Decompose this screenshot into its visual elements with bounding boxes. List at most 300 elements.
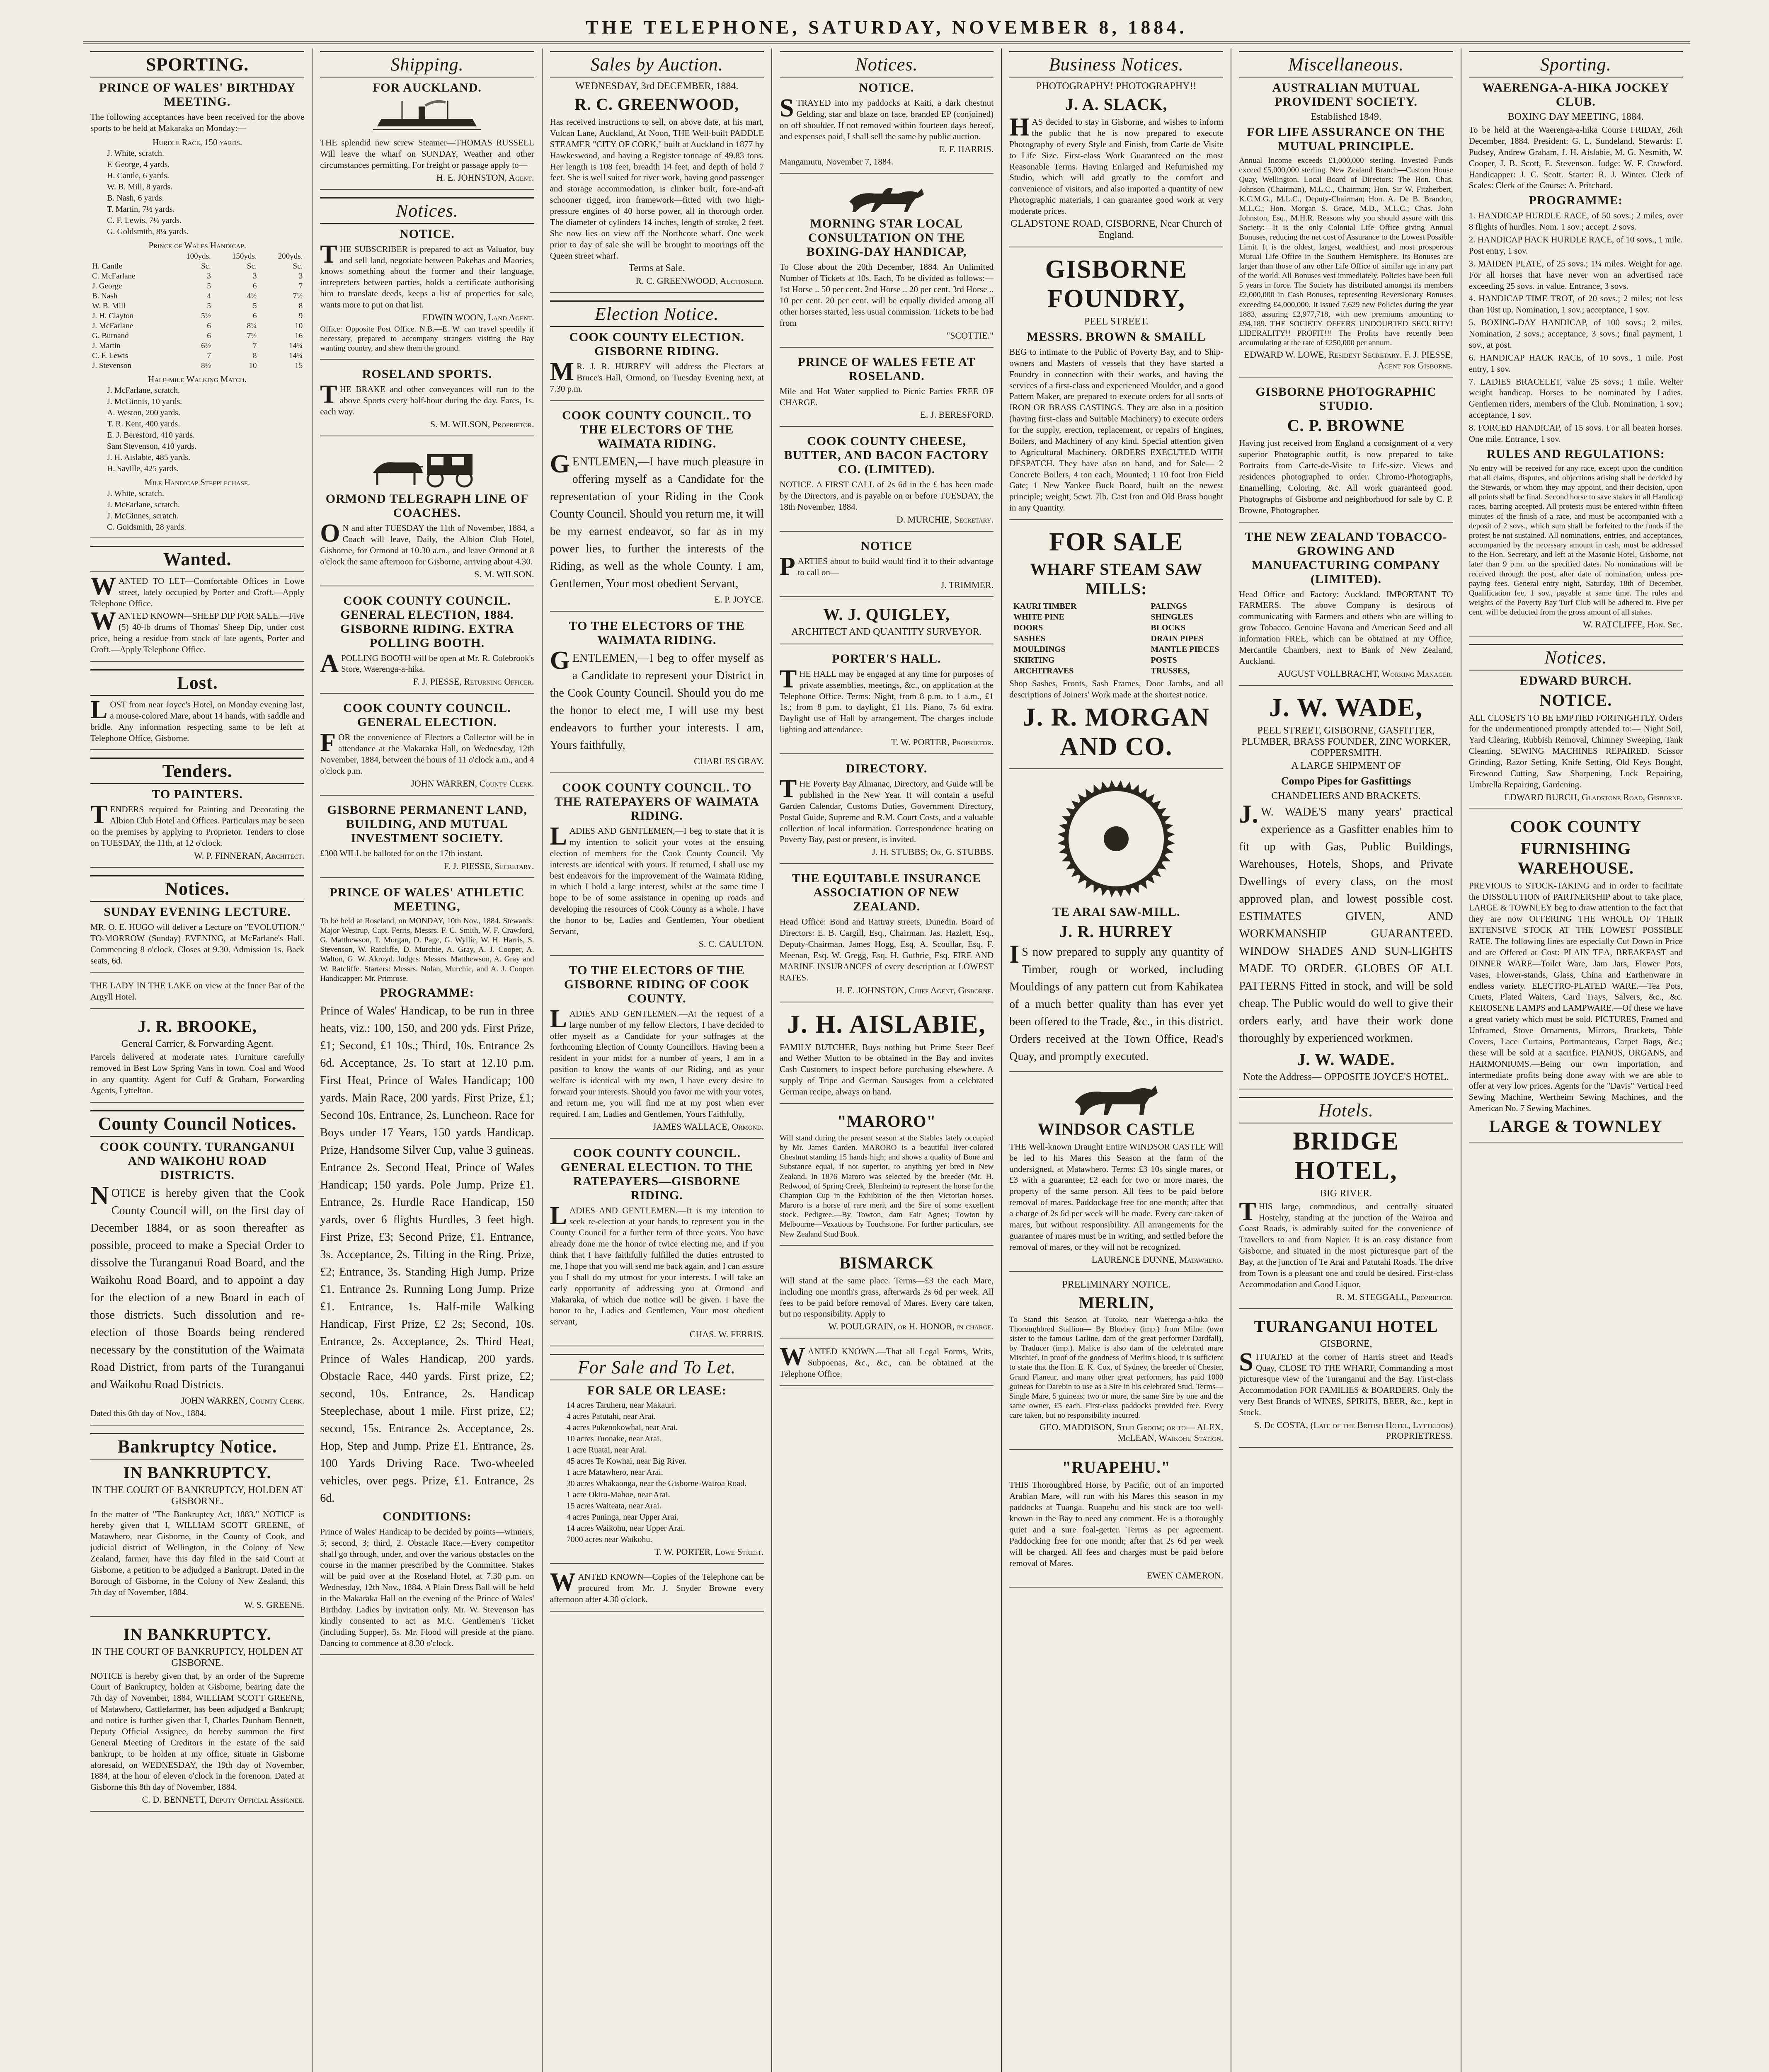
- table-cell: 8¼: [247, 321, 257, 330]
- signature: R. C. GREENWOOD, Auctioneer.: [635, 276, 764, 286]
- ad-body: FAMILY BUTCHER, Buys nothing but Prime Steer Beef and Wether Mutton to be obtained in the Bay and invites Cash Customers to inspect before purchasing elsewhere. A supply of Tripe and German Sausages from a celebrated German recipe, always on hand.: [779, 1042, 994, 1097]
- ad-title: COOK COUNTY COUNCIL. TO THE ELECTORS OF THE WAIMATA RIDING.: [562, 409, 752, 450]
- entry-item: G. Goldsmith, 8¼ yards.: [107, 227, 189, 236]
- table-cell: 16: [295, 331, 303, 340]
- ad-title: LARGE & TOWNLEY: [1489, 1117, 1662, 1135]
- signature: JOHN WARREN, County Clerk.: [181, 1395, 305, 1406]
- ad-address: GLADSTONE ROAD, GISBORNE, Near Church of England.: [1010, 218, 1222, 240]
- ad-title: COOK COUNTY CHEESE, BUTTER, AND BACON FACTORY CO. (LIMITED).: [784, 434, 989, 477]
- ad-subtitle: PHOTOGRAPHY! PHOTOGRAPHY!!: [1036, 81, 1197, 92]
- table-cell: J. Martin: [92, 341, 121, 350]
- saw-tooth: [1116, 888, 1124, 897]
- ad-title: BISMARCK: [839, 1253, 934, 1272]
- list-item: 7. LADIES BRACELET, value 25 sovs.; 1 mile. Welter weight handicap. Horses to be nominated by Ladies. Gentlemen riders, members of the Club. Nomination, 1 sov.; acceptance, 1 sov.: [1469, 376, 1683, 420]
- entry-item: J. McFarlane, scratch.: [107, 500, 180, 509]
- circular-saw-icon: [1054, 777, 1178, 901]
- burch-ad: [1469, 674, 1683, 809]
- ad-body: LADIES AND GENTLEMEN.—At the request of a large number of my fellow Electors, I have decided to offer myself as a Candidate for your suffrages at the forthcoming Election of County Councillors. Having been a resident in your midst for a number of years, I am in a position to know the wants of our Riding, and as your welfare is identical with my own, I have every desire to forward your interests. Should you favor me with your votes, and return me, you will find me at my post when ever required. I am, Ladies and Gentlemen, Yours Faithfully,: [550, 1005, 764, 1119]
- entry-item: A. Weston, 200 yards.: [107, 408, 180, 417]
- signature: W. POULGRAIN, or H. HONOR, in charge.: [828, 1321, 994, 1332]
- entry-item: J. H. Aislabie, 485 yards.: [107, 453, 191, 462]
- section-heading: Business Notices.: [1009, 51, 1223, 77]
- hurdle-entry-list: [90, 148, 304, 237]
- butcher-ad: [780, 1010, 994, 1104]
- ad-title: COOK COUNTY. TURANGANUI AND WAIKOHU ROAD DISTRICTS.: [99, 1140, 295, 1182]
- list-item: 1 acre Matawhero, near Arai.: [566, 1468, 663, 1477]
- strayed-notice-ad: [780, 81, 994, 174]
- ad-title: COOK COUNTY COUNCIL. GENERAL ELECTION.: [343, 701, 511, 729]
- list-item: 5. BOXING-DAY HANDICAP, of 100 sovs.; 2 miles. Nomination, 2 sovs.; acceptance, 3 sovs.; final payment, 1 sov., at post.: [1469, 317, 1683, 350]
- ad-title: GISBORNE PERMANENT LAND, BUILDING, AND MUTUAL INVESTMENT SOCIETY.: [327, 803, 527, 845]
- polling-booth-ad: [320, 594, 534, 694]
- table-row: [90, 351, 304, 361]
- ad-title: J. W. WADE.: [1297, 1050, 1395, 1069]
- table-header: [90, 252, 167, 261]
- ad-title: PRINCE OF WALES' ATHLETIC MEETING,: [330, 885, 525, 913]
- ad-body: LADIES AND GENTLEMEN,—I beg to state that it is my intention to solicit your votes at the ensuing election of members for the Cook County Council. My interests are identical with yours. If returned, I shall use my best endeavors for the improvement of the Waimata Riding, in which I hold a large interest, whilst at the same time I hope to be of some assistance in opening up roads and developing the resources of Cook County as a whole. I have the honor to be, Ladies and Gentlemen, Your obedient Servant,: [550, 822, 764, 936]
- ad-title: TO THE ELECTORS OF THE GISBORNE RIDING OF COOK COUNTY.: [564, 963, 750, 1005]
- table-cell: H. Cantle: [92, 261, 122, 271]
- ad-title: GISBORNE FOUNDRY,: [1045, 255, 1187, 313]
- entry-item: E. J. Beresford, 410 yards.: [107, 430, 195, 440]
- list-item: TRUSSES,: [1151, 666, 1190, 675]
- signature: E. P. JOYCE.: [714, 594, 764, 605]
- ad-body: Head Office: Bond and Rattray streets, Dunedin. Board of Directors: E. B. Cargill, Esq., Chairman. Jas. Hazlett, Esq., Deputy-Chairman. James Hogg, Esq. A. Scoullar, Esq. F. Meenan, Esq. W. Gregg, Esq. H. Guthrie, Esq. FIRE AND MARINE INSURANCES of every description at LOWEST RATES.: [779, 917, 994, 983]
- race-title: Prince of Wales Handicap.: [148, 240, 246, 250]
- list-item: 10 acres Tuonake, near Arai.: [566, 1434, 662, 1444]
- column-5: [1002, 48, 1231, 2072]
- table-cell: 8: [253, 351, 257, 360]
- land-agent-ad: [320, 227, 534, 360]
- ad-title: CONDITIONS:: [383, 1509, 472, 1523]
- ad-body: ALL CLOSETS TO BE EMPTIED FORTNIGHTLY. Orders for the undermentioned promptly attended to:— Night Soil, Yard Clearing, Rubbish Removal, Chimney Sweeping, Tank Cleaning. SEWING MACHINES REPAIRED. Scissor Grinding, Razor Setting, Knife Setting, Old Keys Bought, Firewood Cutting, Saw Sharpening, Lock Repairing, Umbrella Repairing, Gardening.: [1469, 712, 1683, 789]
- section-heading: Tenders.: [90, 758, 304, 784]
- photography-ad: [1009, 81, 1223, 247]
- ad-highlight: Compo Pipes for Gasfittings: [1281, 775, 1411, 787]
- ad-body: Having just received from England a consignment of a very superior Photographic outfit, is now prepared to take Portraits from Carte-de-Visite to Life-size. Views and residences photographed to order. Chromo-Photographs, Enamelling, Coloring, &c. All work guaranteed good. Photographs of Gisborne and neighborhood for sale by C. P. Browne, Photographer.: [1239, 438, 1453, 515]
- photo-studio-ad: [1239, 385, 1453, 522]
- table-row: [90, 281, 304, 291]
- signature: F. J. PIESSE, Returning Officer.: [413, 676, 534, 687]
- list-item: KAURI TIMBER: [1013, 602, 1077, 611]
- list-item: 3. MAIDEN PLATE, of 25 sovs.; 1¼ miles. Weight for age. For all horses that have never won an advertised race exceeding 25 sovs. in value. Entrance, 3 sovs.: [1469, 258, 1683, 291]
- ad-title: MORNING STAR LOCAL CONSULTATION ON THE BOXING-DAY HANDICAP,: [806, 217, 967, 259]
- table-cell: 7: [298, 281, 303, 290]
- ad-body: PREVIOUS to STOCK-TAKING and in order to facilitate the DISSOLUTION of PARTNERSHIP about to take place, LARGE & TOWNLEY beg to draw attention to the fact that they are now OFFERING THE WHOLE OF THEIR EXTENSIVE STOCK AT THE LOWEST POSSIBLE RATE. The following lines are especially Cut Down in Price and are Offered at Cost: PLAIN TEA, BREAKFAST and DINNER WARE—Toilet Ware, Jam Jars, Flower Pots, Vases, Flower-stands, Glass, China and Earthenware in endless variety. ELECTRO-PLATED WARE.—Tea Pots, Cruets, Plated Waiters, Card Trays, Salvers, &c., &c. KEROSENE LAMPS and LAMPWARE.—Of these we have a great variety which must be sold. PICTURES, Framed and Unframed, Stove Ornaments, Mirrors, Brackets, Table Covers, Lace Curtains, Portmanteaus, Carpet Bags, &c.; these will be sold at a sacrifice. PIANOS, ORGANS, and HARMONIUMS.—Being our own importation, and intermediate profits being done away with we are able to offer at very low prices. Agents for the "Davis" Vertical Feed Sewing Machine, Wertheim Sewing Machines, and the American No. 7 Sewing Machines.: [1469, 880, 1683, 1113]
- ad-title: ROSELAND SPORTS.: [362, 367, 492, 381]
- ad-body: NOTICE. A FIRST CALL of 2s 6d in the £ has been made by the Directors, and is payable on or before TUESDAY, the 18th November, 1884.: [779, 479, 994, 512]
- ad-subtitle: Terms at Sale.: [628, 263, 685, 274]
- ad-title: WAERENGA-A-HIKA JOCKEY CLUB.: [1482, 81, 1670, 109]
- section-heading: Bankruptcy Notice.: [90, 1433, 304, 1460]
- ad-body: ON and after TUESDAY the 11th of November, 1884, a Coach will leave, Daily, the Albion Club Hotel, Gisborne, for Ormond at 10.30 a.m., and leave Ormond at 8 o'clock the same afternoon for Gisborne, arriving about 4.30.: [320, 519, 534, 566]
- table-row: [90, 321, 304, 331]
- section-heading: Notices.: [780, 51, 994, 77]
- race-title: Hurdle Race, 150 yards.: [153, 137, 242, 147]
- section-heading: Miscellaneous.: [1239, 51, 1453, 77]
- signature: E. J. BERESFORD.: [920, 409, 994, 420]
- ad-body: Annual Income exceeds £1,000,000 sterling. Invested Funds exceed £5,000,000 sterling. New Zealand Branch—Custom House Quay, Wellington. Local Board of Directors: The Hon. Chas. Johnson (Chairman), M.L.C., Chairman; Hon. Sir W. Fitzherbert, K.C.M.G., M.L.C., Deputy-Chairman; Hon. A. De B. Brandon, M.L.C.; Hon. Morgan S. Grace, M.D., M.L.C.; Chas. John Johnston, Esq., M.H.R. Reasons why you should assure with this Society:—It is the only Colonial Life Office giving Annual Bonuses, reducing the net cost of Assurance to the Lowest Possible Limit. It is the oldest, largest, wealthiest, and most prosperous Mutual Life Office in the Southern Hemisphere. Its Bonuses are larger than those of any other Life Office of similar age in any part of the world. All Bonuses vest immediately. Policies have been full 5 years in force. The Society has distributed amongst its members £2,000,000 in Cash Bonuses, representing Reversionary Bonuses exceeding £4,000,000. It issued 7,629 new Policies during the year 1883, assuring £2,977,718, with new premiums amounting to £94,189. THE SOCIETY OFFERS UNDOUBTED SECURITY! LIBERALITY!! PROFIT!!! The Profits have recently been accumulating at the rate of £250,000 per annum.: [1239, 156, 1453, 348]
- auckland-steamer-ad: [320, 81, 534, 190]
- ad-title: J. H. AISLABIE,: [787, 1010, 986, 1038]
- columns: [83, 48, 1690, 2072]
- list-item: DOORS: [1013, 623, 1043, 632]
- ad-title: PRINCE OF WALES FETE AT ROSELAND.: [797, 355, 976, 383]
- ad-body: FOR the convenience of Electors a Collector will be in attendance at the Makaraka Hall, on Wednesday, 12th November, 1884, between the hours of 11 o'clock a.m., and 4 o'clock p.m.: [320, 729, 534, 776]
- timber-products: [1009, 601, 1223, 676]
- entry-item: J. McFarlane, scratch.: [107, 385, 180, 395]
- entry-item: Sam Stevenson, 410 yards.: [107, 441, 197, 451]
- ad-body: In the matter of "The Bankruptcy Act, 1883." NOTICE is hereby given that I, WILLIAM SCOTT GREENE, of Matawhero, near Gisborne, in the County of Cook, and judicial district of Wellington, in the Colony of New Zealand, farmer, have this day filed in the said Court at Gisborne, a petition to be adjudged a Bankrupt. Dated in the Borough of Gisborne, in the Colony of New Zealand, this 7th day of November, 1884.: [90, 1509, 305, 1597]
- ad-subtitle: IN THE COURT OF BANKRUPTCY, HOLDEN AT GISBORNE.: [92, 1484, 303, 1507]
- bankruptcy-ad-1: [90, 1463, 304, 1617]
- entry-item: C. Goldsmith, 28 yards.: [107, 522, 187, 532]
- signature: H. E. JOHNSTON, Chief Agent, Gisborne.: [836, 985, 994, 995]
- column-6: [1231, 48, 1461, 2072]
- tenders-ad: [90, 787, 304, 868]
- entry-item: H. Cantle, 6 yards.: [107, 171, 169, 180]
- ad-title: PROGRAMME:: [1529, 194, 1623, 208]
- mutual-provident-ad: [1239, 81, 1453, 378]
- ad-body: THIS large, commodious, and centrally situated Hostelry, standing at the junction of the Wairoa and Coast Roads, is admirably suited for the convenience of Travellers to and from Napier. It is an easy distance from Gisborne, and situated in the most picturesque part of the Bay, at the junction of Te Arai and Patutahi Roads. The drive from Town is a pleasant one and could be desired. First-class Accommodation and Good Liquor.: [1239, 1197, 1453, 1289]
- table-cell: 3: [207, 271, 211, 281]
- list-item: SHINGLES: [1151, 612, 1193, 622]
- brooke-ad: [90, 1017, 304, 1103]
- gasfitter-ad: [1239, 693, 1453, 1089]
- ad-body: To Stand this Season at Tutoko, near Waerenga-a-hika the Thoroughbred Stallion— By Bluebey (imp.) from Milne (own sister to the famous Larline, dam of the great performer Dardfall), by Traducer (imp.). Malice is also dam of the celebrated mare Mischief. In proof of the goodness of Merlin's blood, it is sufficient to state that the Hon. E. K. Cox, of Sydney, the breeder of Chester, Grand Flaneur, and many other great performers, has paid 1000 guineas for Darebin to use as a Sire in his celebrated Stud. Terms—Single Mare, 5 guineas; two or more, the same Sire by one and the same owner, £5 each. First-class paddocks provided free. Every care taken, but no responsibility incurred.: [1009, 1315, 1224, 1420]
- signature: S. C. CAULTON.: [698, 938, 764, 949]
- ad-title: MESSRS. BROWN & SMAILL: [1027, 329, 1206, 344]
- wanted-ad: [90, 572, 305, 662]
- ad-subtitle: Established 1849.: [1311, 111, 1381, 122]
- ad-body: MR. J. R. HURREY will address the Electors at Bruce's Hall, Ormond, on Tuesday Evening next, at 7.30 p.m.: [550, 358, 764, 394]
- entry-item: T. Martin, 7½ yards.: [107, 204, 175, 214]
- ad-title: J. R. HURREY: [1059, 922, 1173, 941]
- ad-date: Mangamutu, November 7, 1884.: [779, 156, 893, 167]
- signature: W. RATCLIFFE, Hon. Sec.: [1582, 619, 1683, 629]
- table-row: [90, 291, 304, 301]
- table-cell: C. F. Lewis: [92, 351, 128, 360]
- ad-body: WANTED TO LET—Comfortable Offices in Lowe street, lately occupied by Porter and Croft.—Apply Telephone Office.: [90, 572, 305, 608]
- ad-subtitle: PEEL STREET, GISBORNE, GASFITTER, PLUMBER, BRASS FOUNDER, ZINC WORKER, COPPERSMITH.: [1241, 725, 1451, 758]
- ad-subtitle: CHANDELIERS AND BRACKETS.: [1271, 790, 1421, 801]
- signature: EWEN CAMERON.: [1146, 1570, 1224, 1581]
- ad-title: AUSTRALIAN MUTUAL PROVIDENT SOCIETY.: [1272, 81, 1420, 109]
- ad-body: WANTED KNOWN—SHEEP DIP FOR SALE.—Five (5) 40-lb drums of Thomas' Sheep Dip, under cost price, being a residue from stock of late agents, Porter and Croft.—Apply Telephone Office.: [90, 607, 305, 654]
- ad-body: NOTICE is hereby given that, by an order of the Supreme Court of Bankruptcy, holden at Gisborne, bearing date the 7th day of November, 1884, WILLIAM SCOTT GREENE, of Matawhero, Cattlefarmer, has been adjudged a Bankrupt; and notice is further given that I, Charles Dunham Bennett, Deputy Official Assignee, do hereby summon the first General Meeting of Creditors in the estate of the said bankrupt, to be holden at my office, situate in Gisborne aforesaid, on WEDNESDAY, the 19th day of November, 1884, at the hour of eleven o'clock in the forenoon. Dated at Gisborne this 8th day of November, 1884.: [90, 1670, 305, 1792]
- ad-body: Prince of Wales' Handicap, to be run in three heats, viz.: 100, 150, and 200 yds. First Prize, £1; Second, £1 10s.; Third, 10s. Entrance 2s 6d. Acceptance, 2s. To start at 12.10 p.m. First Heat, Prince of Wales Handicap; 100 yards. Main Race, 200 yards. First Prize, £1; Second 10s. Entrance, 2s. Luncheon. Race for Boys under 17 Years, 150 yards Handicap. Prize, Handsome Silver Cup, value 3 guineas. Entrance 2s. Second Heat, Prince of Wales Handicap; 150 yards. Pole Jump. Prize £1. Entrance, 2s. Hurdle Race Handicap, 150 yards, over 6 flights Hurdles, 3 feet high. First Prize, £3; Second Prize, £1. Entrance, 3s. Acceptance, 2s. Tilting in the Ring. Prize, £2; Entrance, 3s. Standing High Jump. Prize £1. Entrance 2s. Running Long Jump. Prize £1. Entrance, 1s. Half-mile Walking Handicap, First Prize, £2 2s; Second, 10s. Entrance, 2s. Acceptance, 2s. Third Heat, Prince of Wales Handicap, 200 yards. Obstacle Race, 440 yards. First prize, £2; second, 10s. Entrance, 2s. Handicap Steeplechase, about 1 mile. First prize, £2; second, 15s. Entrance 2s. Acceptance, 2s. Hop, Step and Jump. Prize £1. Entrance, 2s. 100 Yards Driving Race. Two-wheeled vehicles, over pegs. Prize, £1. Entrance, 2s 6d.: [320, 1004, 534, 1505]
- ad-body: £300 WILL be balloted for on the 17th instant.: [320, 848, 483, 858]
- sports-entries-ad: [90, 81, 304, 538]
- ad-title: FURNISHING WAREHOUSE.: [1517, 839, 1634, 877]
- table-cell: 8: [298, 301, 303, 310]
- column-4: [772, 48, 1002, 2072]
- ad-body: THE splendid new screw Steamer—THOMAS RUSSELL Will leave the wharf on SUNDAY, Weather and other circumstances permitting. For freight or passage apply to—: [320, 138, 534, 170]
- signature: LAURENCE DUNNE, Matawhero.: [1091, 1254, 1224, 1265]
- council-ad: [90, 1140, 304, 1426]
- table-cell: 4½: [247, 291, 257, 300]
- signature: D. MURCHIE, Secretary.: [896, 514, 994, 525]
- signature: S. M. WILSON, Proprietor.: [430, 419, 534, 430]
- table-row: [90, 341, 304, 351]
- table-row: [90, 271, 304, 281]
- ad-subtitle: PRELIMINARY NOTICE.: [1062, 1279, 1171, 1290]
- entry-item: J. White, scratch.: [107, 489, 164, 498]
- signature: H. E. JOHNSTON, Agent.: [436, 172, 534, 183]
- section-heading: For Sale and To Let.: [550, 1354, 764, 1380]
- list-item: 14 acres Taruheru, near Makauri.: [566, 1401, 676, 1410]
- list-item: MOULDINGS: [1013, 645, 1066, 654]
- ad-subtitle: General Carrier, & Forwarding Agent.: [121, 1038, 274, 1050]
- column-3: [543, 48, 772, 2072]
- ad-body: Will stand at the same place. Terms—£3 the each Mare, including one month's grass, afterwards 2s 6d per week. All fees to be paid before removal of Mares. Every care taken, but no responsibility. Apply to: [779, 1275, 994, 1319]
- ruapehu-stallion-ad: [1009, 1457, 1223, 1588]
- ad-body: BEG to intimate to the Public of Poverty Bay, and to Ship-owners and Masters of vessels that they have started a Foundry in connection with their works, and having the services of a first-class and experienced Moulder, and a good Pattern Maker, are prepared to execute orders for all sorts of IRON OR BRASS CASTINGS. They are also in a position (having first-class and Suitable Machinery) to execute orders for the supply, erection, replacement, or repairs of Engines, Boilers, and Machinery of any kind. Special attention given to Agricultural Machinery. ORDERS EXECUTED WITH DESPATCH. They have also on hand, and for Sale— 2 Concrete Boilers, 4 ton each, Mounted; 1 10 foot Iron Field Gate; 1 New Yankee Buck Board, built on the newest principle; weight, 5cwt. 7lb. Cast Iron and Old Brass bought in any Quantity.: [1009, 346, 1224, 513]
- insurance-ad: [780, 871, 994, 1002]
- signature: T. W. PORTER, Proprietor.: [891, 737, 994, 747]
- foundry-ad: [1009, 255, 1223, 520]
- table-cell: 4: [207, 291, 211, 300]
- ad-body: TENDERS required for Painting and Decorating the Albion Club Hotel and Offices. Particulars may be seen on the premises by applying to Proprietor. Tenders to close on TUESDAY, the 11th, at 12 o'clock.: [90, 801, 305, 848]
- saw-tooth: [1108, 780, 1116, 789]
- ad-body: APOLLING BOOTH will be open at Mr. R. Colebrook's Store, Waerenga-a-hika.: [320, 649, 534, 678]
- consultation-ad: [780, 181, 994, 347]
- saw-tooth: [1166, 831, 1175, 839]
- athletic-meeting-ad: [320, 886, 534, 1656]
- race-title: Mile Handicap Steeplechase.: [144, 477, 250, 487]
- table-cell: 5: [207, 281, 211, 290]
- porters-hall-ad: [780, 652, 994, 754]
- ad-body: J.W. WADE'S many years' practical experience as a Gasfitter enables him to fit up with Gas, Public Buildings, Warehouses, Hotels, Shops, and Private Dwellings of every class, on the most approved plan, and lowest possible cost. ESTIMATES GIVEN, AND WORKMANSHIP GUARANTEED. WINDOW SHADES AND SUN-LIGHTS MADE TO ORDER. GLOBES OF ALL PATTERNS Fitted in stock, and will be sold cheap. The Public would do well to give their orders early, and have their work done thoroughly by experienced workmen.: [1239, 800, 1453, 1045]
- jockey-club-ad: [1469, 81, 1683, 637]
- ad-body: The following acceptances have been received for the above sports to be held at Makaraka on Monday:—: [90, 112, 305, 133]
- list-item: 14 acres Waikohu, near Upper Arai.: [566, 1524, 685, 1533]
- ad-title: "MARORO": [837, 1111, 936, 1130]
- ad-body: THE Poverty Bay Almanac, Directory, and Guide will be published in the New Year. It will contain a useful Garden Calendar, Customs Duties, Government Directory, Postal Guide, Supreme and R.M. Court Costs, and a valuable collection of local information. Correspondence bearing on Poverty Bay, past or present, is invited.: [779, 775, 994, 845]
- election-ad-6: [550, 1146, 764, 1347]
- table-cell: Sc.: [201, 261, 211, 271]
- builders-notice-ad: [780, 539, 994, 597]
- ad-title: PORTER'S HALL.: [832, 651, 941, 666]
- ad-title: WHARF STEAM SAW MILLS:: [1030, 560, 1203, 598]
- list-item: 4 acres Patutahi, near Arai.: [566, 1412, 656, 1421]
- table-cell: 6½: [201, 341, 211, 350]
- ad-title: THE EQUITABLE INSURANCE ASSOCIATION OF NEW ZEALAND.: [792, 871, 981, 914]
- coach-icon: [365, 444, 489, 489]
- signature: GEO. MADDISON, Stud Groom; or to— ALEX. McLEAN, Waikohu Station.: [1040, 1422, 1224, 1443]
- section-heading: Notices.: [1469, 644, 1683, 670]
- ad-body: LADIES AND GENTLEMEN.—It is my intention to seek re-election at your hands to represent you in the County Council for a further term of three years. You have already done me the honor of twice electing me, and if you think that I have faithfully fulfilled the duties entrusted to me, I hope that you will send me back again, and I can assure you I shall do my utmost for your interests. I will take an early opportunity of addressing you at Ormond and Makaraka, of which due notice will be given. I have the honor to be, Ladies and Gentlemen, Your most obedient servant,: [550, 1201, 764, 1327]
- ad-title: ORMOND TELEGRAPH LINE OF COACHES.: [325, 492, 529, 520]
- table-cell: 5: [207, 301, 211, 310]
- ad-title: "RUAPEHU.": [1062, 1458, 1171, 1477]
- signature: EDWARD W. LOWE, Resident Secretary. F. J. PIESSE, Agent for Gisborne.: [1244, 349, 1453, 371]
- ad-title: J. R. MORGAN AND CO.: [1023, 703, 1210, 761]
- table-cell: 15: [295, 361, 303, 370]
- ad-body: Will stand during the present season at the Stables lately occupied by Mr. James Carden. MARORO is a beautiful liver-colored Chestnut standing 15 hands high; and shows a quality of Bone and Substance equal, if not superior, to anything yet bred in New Zealand. In 1876 Maroro was selected by the breeder (Mr. H. Redwood, of Spring Creek, Blenheim) to represent the horse for the Champion Cup in the Exhibition of the then Victorian horses. Maroro is a horse of rare merit and the Sire of some excellent stock. Pedigree.—By Towton, dam Fair Agnes; Towton by Melbourne—Vexatious by Touchstone. For further particulars, see New Zealand Stud Book.: [779, 1133, 994, 1239]
- signature: S. De COSTA, (Late of the British Hotel, Lyttelton) PROPRIETRESS.: [1254, 1419, 1453, 1441]
- list-item: 4. HANDICAP TIME TROT, of 20 sovs.; 2 miles; not less than 10st up. Nomination, 1 sov.; acceptance, 1 sov.: [1469, 293, 1683, 315]
- table-cell: 5: [253, 301, 257, 310]
- table-cell: C. McFarlane: [92, 271, 136, 281]
- list-item: 1 acre Ruatai, near Arai.: [566, 1445, 647, 1455]
- ad-title: TO THE ELECTORS OF THE WAIMATA RIDING.: [569, 619, 745, 647]
- turanganui-hotel-ad: [1239, 1317, 1453, 1448]
- ad-title: COOK COUNTY ELECTION. GISBORNE RIDING.: [569, 330, 744, 358]
- table-cell: J. McFarlane: [92, 321, 133, 330]
- collector-ad: [320, 701, 534, 796]
- entry-item: F. George, 4 yards.: [107, 160, 170, 169]
- ad-subtitle: ARCHITECT AND QUANTITY SURVEYOR.: [791, 626, 982, 637]
- signature: EDWIN WOON, Land Agent.: [422, 312, 534, 322]
- ad-body: GENTLEMEN,—I beg to offer myself as a Candidate to represent your District in the Cook County Council. Should you do me the honor to elect me, I will use my best endeavors to further your interests. I am, Yours faithfully,: [550, 646, 764, 752]
- table-header: 200yds.: [278, 252, 303, 261]
- list-item: WHITE PINE: [1013, 612, 1064, 622]
- entry-item: B. Nash, 6 yards.: [107, 193, 164, 203]
- table-cell: 6: [253, 281, 257, 290]
- ad-date: Dated this 6th day of Nov., 1884.: [90, 1408, 206, 1418]
- signature: J. H. STUBBS; Or, G. STUBBS.: [872, 847, 994, 857]
- ad-title: COOK COUNTY COUNCIL. GENERAL ELECTION, 1884. GISBORNE RIDING. EXTRA POLLING BOOTH.: [340, 593, 514, 650]
- ad-title: GISBORNE PHOTOGRAPHIC STUDIO.: [1255, 385, 1437, 413]
- sale-items-list: [550, 1400, 764, 1545]
- ad-body: GENTLEMEN,—I have much pleasure in offering myself as a Candidate for the representation of your Riding in the Cook County Council. Should you return me, it will be my earnest endeavor, so far as in my power lies, to further the interests of the Riding, as well as the whole County. I am, Gentlemen, Your most obedient Servant,: [550, 450, 764, 590]
- list-item: PALINGS: [1151, 602, 1187, 611]
- table-cell: J. H. Clayton: [92, 311, 134, 320]
- table-cell: J. George: [92, 281, 122, 290]
- lady-ad: [90, 980, 304, 1009]
- list-item: 45 acres Te Kowhai, near Big River.: [566, 1457, 687, 1466]
- saw-tooth: [1166, 839, 1175, 847]
- table-cell: 8½: [201, 361, 211, 370]
- list-item: MANTLE PIECES: [1151, 645, 1219, 654]
- legal-forms-ad: [779, 1343, 994, 1386]
- racehorse-icon: [837, 181, 936, 214]
- entry-item: T. R. Kent, 400 yards.: [107, 419, 180, 428]
- ad-body: THE Well-known Draught Entire WINDSOR CASTLE Will be led to his Mares this Season at the farm of the undersigned, at Matawhero. Terms: £3 10s single mares, or £3 with a guarantee; £2 each for two or more mares, the property of the same person. All fees to be paid before removal of mares. Paddockage free for one month; after that a charge of 2s 6d per week will be made. Every care taken of mares, but without responsibility. All arrangements for the guarantee of mares must be in writing, and settled before the removal of mares, or they will not be recognized.: [1009, 1141, 1224, 1252]
- saw-tooth: [1058, 839, 1067, 847]
- section-heading: Sales by Auction.: [550, 51, 764, 77]
- table-cell: J. Stevenson: [92, 361, 131, 370]
- entry-item: J. McGinnes, scratch.: [107, 511, 179, 520]
- section-heading: Lost.: [90, 669, 304, 696]
- list-item: SASHES: [1013, 634, 1045, 643]
- column-7: [1461, 48, 1690, 2072]
- masthead: [83, 12, 1690, 44]
- entry-item: C. F. Lewis, 7½ yards.: [107, 215, 182, 225]
- section-heading: Notices.: [90, 875, 304, 902]
- ad-title: J. W. WADE,: [1269, 693, 1423, 722]
- column-2: [313, 48, 542, 2072]
- timber-list-left: [1013, 601, 1076, 676]
- signature: T. W. PORTER, Lowe Street.: [654, 1547, 764, 1557]
- election-ad-2: [550, 409, 764, 612]
- table-cell: 7½: [247, 331, 257, 340]
- table-row: [90, 331, 304, 341]
- section-heading: Notices.: [320, 197, 534, 224]
- table-cell: 6: [207, 321, 211, 330]
- draught-horse-icon: [1066, 1080, 1166, 1117]
- handicap-table-body: [90, 261, 304, 371]
- ad-title: NOTICE: [860, 539, 913, 553]
- table-header: 150yds.: [232, 252, 257, 261]
- table-row: [90, 361, 304, 371]
- ad-body: Prince of Wales' Handicap to be decided by points—winners, 5; second, 3; third, 2. Obstacle Race.—Every competitor shall go through, under, and over the various obstacles on the course in the manner prescribed by the Committee. Stakes will be paid over at the Roseland Hotel, at 7.30 p.m. on Wednesday, 12th Nov., 1884. A Plain Dress Ball will be held in the Makaraka Hall on the evening of the Prince of Wales' Birthday. Ladies by invitation only. Mr. W. Stevenson has kindly consented to act as M.C. Gentlemen's Ticket (including Supper), 5s. Mr. Flood will preside at the piano. Dancing to commence at 8.30 o'clock.: [320, 1526, 534, 1648]
- ad-title: BRIDGE HOTEL,: [1293, 1127, 1399, 1185]
- ad-body: LOST from near Joyce's Hotel, on Monday evening last, a mouse-colored Mare, about 14 hands, with saddle and bridle. Any information respecting same to be left at Telephone Office, Gisborne.: [90, 695, 305, 743]
- ad-title: FOR SALE OR LEASE:: [587, 1384, 727, 1398]
- handicap-head-row: [90, 252, 304, 261]
- ad-title: COOK COUNTY COUNCIL. TO THE RATEPAYERS OF WAIMATA RIDING.: [554, 781, 759, 823]
- walk-entry-list: [90, 385, 304, 474]
- ad-title: PROGRAMME:: [380, 985, 474, 1000]
- ad-title: COOK COUNTY COUNCIL. GENERAL ELECTION. TO THE RATEPAYERS—GISBORNE RIDING.: [560, 1146, 753, 1202]
- table-cell: 14¼: [289, 341, 303, 350]
- signature: E. F. HARRIS.: [939, 143, 994, 154]
- ad-body: SITUATED at the corner of Harris street and Read's Quay, CLOSE TO THE WHARF, Commanding a most picturesque view of the Turanganui and the Bay. First-class Accommodation FOR FAMILIES & BOARDERS. Only the very Best Brands of WINES, SPIRITS, BEER, &c., kept in Stock.: [1239, 1348, 1453, 1418]
- ad-title: TO PAINTERS.: [152, 787, 243, 801]
- ad-body: THE SUBSCRIBER is prepared to act as Valuator, buy and sell land, negotiate between Pakehas and Maories, knows something about the former and their language, intrepreters between parties, holds a certificate authorising him to translate deeds, keeps a list of properties for sale, wants more to put on that list.: [320, 240, 534, 310]
- ad-body: WANTED KNOWN.—That all Legal Forms, Writs, Subpoenas, &c., &c., can be obtained at the Telephone Office.: [779, 1343, 994, 1379]
- ad-title: TURANGANUI HOTEL: [1254, 1317, 1438, 1336]
- ad-title: SUNDAY EVENING LECTURE.: [104, 905, 291, 919]
- handicap-table-head: [90, 252, 304, 261]
- ad-body: PARTIES about to build would find it to their advantage to call on—: [779, 552, 994, 581]
- list-item: DRAIN PIPES: [1151, 634, 1204, 643]
- section-heading: Election Notice.: [550, 300, 764, 327]
- signature: "SCOTTIE.": [946, 330, 994, 341]
- ad-title: FOR LIFE ASSURANCE ON THE MUTUAL PRINCIPLE.: [1247, 125, 1445, 153]
- roseland-sports-ad: [320, 367, 534, 436]
- merlin-stallion-ad: [1009, 1279, 1223, 1450]
- list-item: 6. HANDICAP HACK RACE, of 10 sovs., 1 mile. Post entry, 1 sov.: [1469, 352, 1683, 374]
- list-item: 2. HANDICAP HACK HURDLE RACE, of 10 sovs., 1 mile. Post entry, 1 sov.: [1469, 235, 1683, 256]
- list-item: 30 acres Whakaonga, near the Gisborne-Wairoa Road.: [566, 1479, 747, 1489]
- ad-title: NOTICE.: [859, 81, 914, 94]
- list-item: ARCHITRAVES: [1013, 666, 1074, 675]
- building-society-ad: [320, 803, 534, 878]
- table-cell: 6: [207, 331, 211, 340]
- entry-item: J. McGinnis, 10 yards.: [107, 397, 182, 406]
- ad-body: STRAYED into my paddocks at Kaiti, a dark chestnut Gelding, star and blaze on face, branded EP (conjoined) on off shoulder. If not removed within fourteen days hereof, and expenses paid, I shall sell the same by public auction.: [779, 94, 994, 141]
- fete-ad: [780, 355, 994, 427]
- ad-title: R. C. GREENWOOD,: [574, 95, 739, 114]
- tobacco-company-ad: [1239, 530, 1453, 686]
- handicap-table: [90, 252, 304, 371]
- ad-body: THE LADY IN THE LAKE on view at the Inner Bar of the Argyll Hotel.: [90, 980, 305, 1002]
- ad-title: COOK COUNTY: [1510, 817, 1642, 836]
- list-item: BLOCKS: [1151, 623, 1185, 632]
- signature: JAMES WALLACE, Ormond.: [652, 1121, 764, 1132]
- ad-title: EDWARD BURCH.: [1519, 673, 1632, 687]
- ad-body: Office: Opposite Post Office. N.B.—E. W. can travel speedily if necessary, prepared to accompany strangers visiting the Bay wanting country, and shew them the ground.: [320, 324, 534, 353]
- ad-title: DIRECTORY.: [846, 762, 928, 775]
- signature: J. TRIMMER.: [940, 579, 994, 590]
- ad-body: To be held at Roseland, on MONDAY, 10th Nov., 1884. Stewards: Major Westrup, Capt. Ferris, Messrs. F. C. Smith, W. F. Crawford, G. Matthewson, T. Morgan, D. Page, G. Wyllie, W. H. Harris, S. Stevenson, W. Ratcliffe, D. Murchie, A. Gray, A. J. Cooper, A. Walton, G. W. Akroyd. Judges: Messrs. Matthewson, A. Gray and W. Ratcliffe. Starters: Messrs. Nolan, Murchie, and A. J. Cooper. Handicapper: Mr. Primrose.: [320, 916, 534, 983]
- entry-item: J. White, scratch.: [107, 148, 164, 158]
- table-cell: 9: [298, 311, 303, 320]
- column-1: [83, 48, 313, 2072]
- table-cell: 14¼: [289, 351, 303, 360]
- table-cell: 3: [253, 271, 257, 281]
- signature: W. P. FINNERAN, Architect.: [194, 850, 305, 861]
- furnishing-warehouse-ad: [1469, 817, 1683, 1143]
- ad-title: FOR SALE: [1049, 528, 1184, 556]
- ad-body: HAS decided to stay in Gisborne, and wishes to inform the public that he is now prepared to execute Photography of every Style and Finish, from Carte de Visite to Life Size. First-class Work Guaranteed on the most Reasonable Terms. Having Enlarged and Refurnished my Studio, which will add greatly to the comfort and convenience of visitors, and also imported a quantity of new Photographic materials, I can guarantee good work at very moderate prices.: [1009, 113, 1224, 216]
- ad-title: TE ARAI SAW-MILL.: [1052, 905, 1180, 919]
- list-item: 4 acres Puninga, near Upper Arai.: [566, 1513, 679, 1522]
- ad-body: Head Office and Factory: Auckland. IMPORTANT TO FARMERS. The above Company is desirous of communicating with Farmers and others who are willing to grow Tobacco. Genuine Havana and American Seed and all information FREE, which can be obtained at my Office, Mercantile Chambers, next to Bank of New Zealand, Auckland.: [1239, 589, 1453, 666]
